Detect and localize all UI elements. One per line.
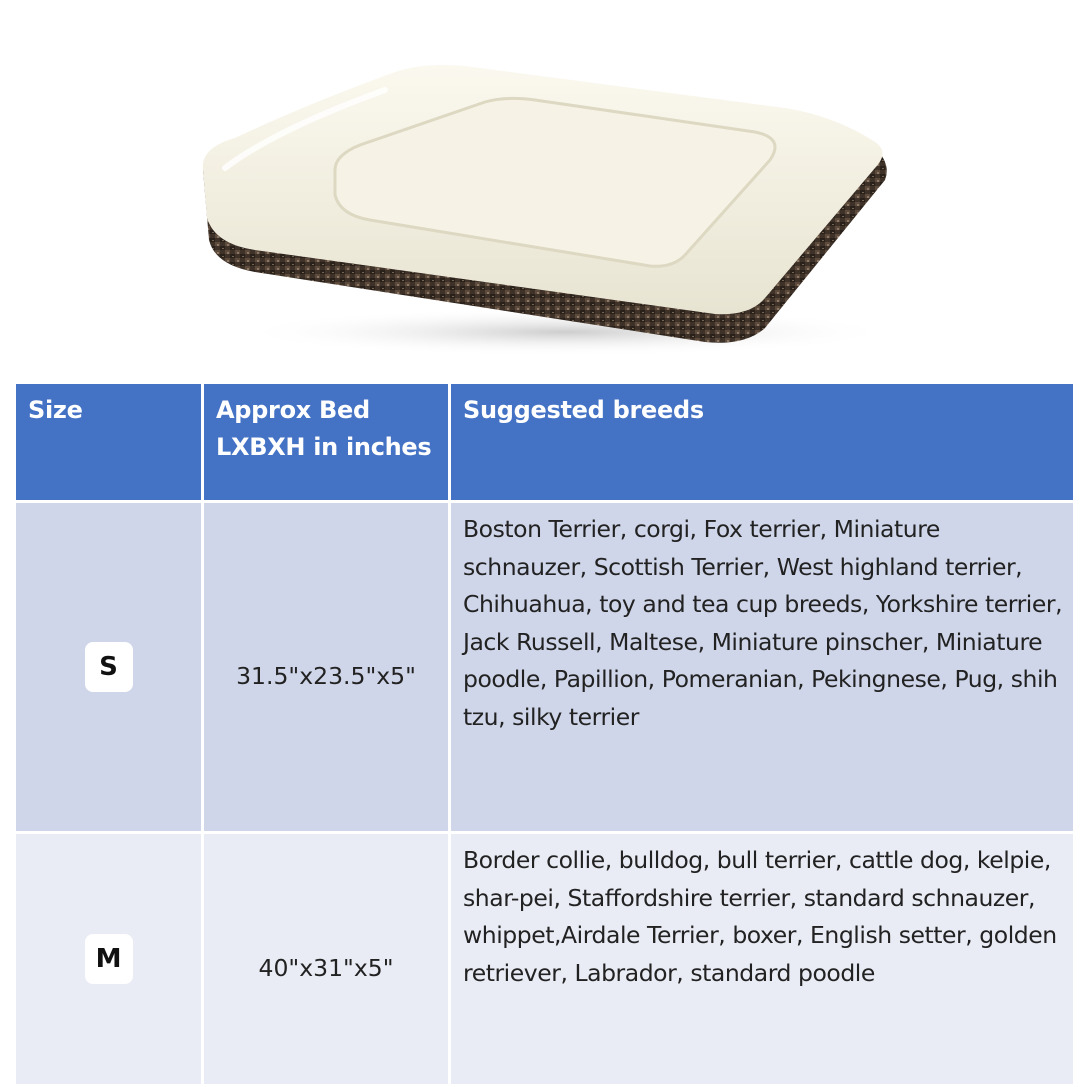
header-dimensions: Approx Bed LXBXH in inches: [203, 383, 450, 502]
table-row: [15, 502, 1075, 833]
size-badge: S: [85, 642, 133, 692]
header-row: [15, 383, 1075, 502]
breeds-cell: Border collie, bulldog, bull terrier, cattle dog, kelpie, shar-pei, Staffordshire terrier, standard schnauzer, whippet,Airdale Terrier, boxer, English setter, golden retriever, Labrador, standard poodle: [450, 833, 1075, 1086]
dimensions-cell: 40"x31"x5": [203, 833, 450, 1086]
breeds-cell: Boston Terrier, corgi, Fox terrier, Miniature schnauzer, Scottish Terrier, West highland terrier, Chihuahua, toy and tea cup breeds, Yorkshire terrier, Jack Russell, Maltese, Miniature pinscher, Miniature poodle, Papillion, Pomeranian, Pekingnese, Pug, shih tzu, silky terrier: [450, 502, 1075, 833]
size-cell: [15, 502, 203, 833]
size-cell: [15, 833, 203, 1086]
pet-bed-image: [185, 50, 905, 360]
header-size: Size: [15, 383, 203, 502]
header-breeds: Suggested breeds: [450, 383, 1075, 502]
size-badge: M: [85, 934, 133, 984]
size-table: [13, 381, 1076, 1087]
table-row: [15, 833, 1075, 1086]
dimensions-cell: 31.5"x23.5"x5": [203, 502, 450, 833]
